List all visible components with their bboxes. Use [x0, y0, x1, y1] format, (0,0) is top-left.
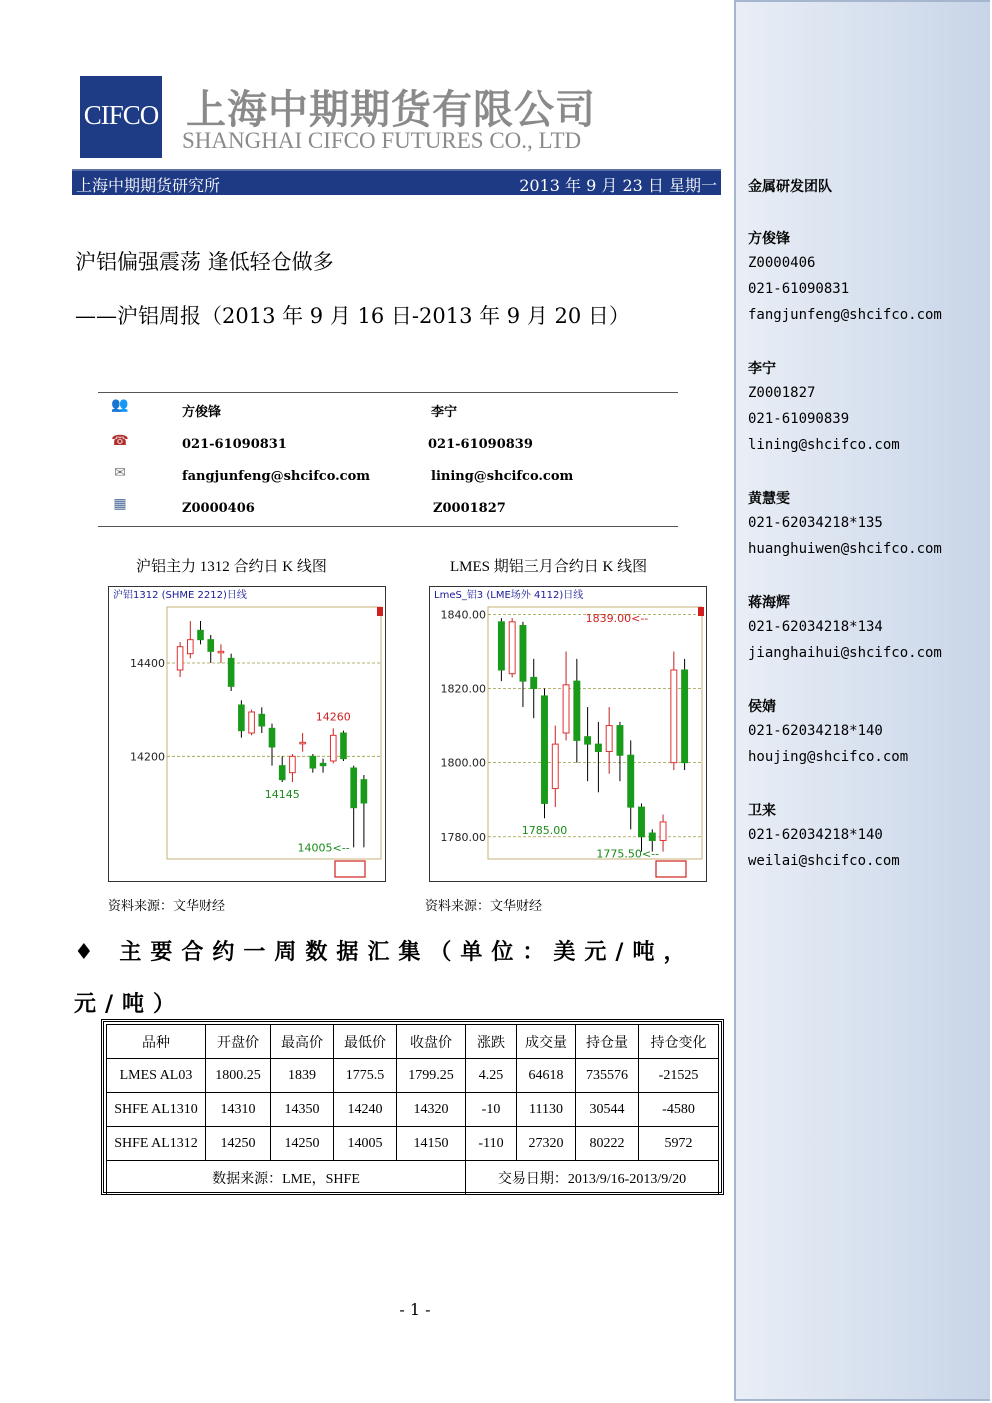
candle-body	[218, 651, 224, 653]
analyst-email[interactable]: fangjunfeng@shcifco.com	[182, 469, 371, 484]
table-cell: 64618	[517, 1059, 576, 1093]
member-phone: 021-62034218*135	[748, 515, 883, 531]
member-email[interactable]: houjing@shcifco.com	[748, 749, 909, 765]
y-tick-label: 14200	[130, 750, 165, 764]
member-id: Z0001827	[748, 385, 816, 401]
page-number: - 1 -	[399, 1300, 431, 1319]
table-cell: 735576	[576, 1059, 639, 1093]
chart-source: 资料来源：文华财经	[108, 899, 226, 914]
right-chart-caption: LMES 期铝三月合约日 K 线图	[450, 559, 648, 575]
candle-body	[585, 737, 591, 744]
analyst-contact-block	[98, 392, 678, 527]
table-cell: 1799.25	[397, 1059, 466, 1093]
chart-source: 资料来源：文华财经	[425, 899, 543, 914]
weekly-data-table	[101, 1019, 724, 1195]
candle-body	[279, 766, 285, 780]
chart-corner-marker	[698, 607, 704, 616]
company-logo	[80, 76, 162, 158]
table-cell: -21525	[639, 1059, 719, 1093]
candle-body	[330, 735, 336, 761]
shfe-kline-svg	[109, 587, 385, 881]
annotation-label: 14145	[264, 788, 300, 801]
member-phone: 021-62034218*134	[748, 619, 883, 635]
analyst-phone: 021-61090839	[428, 437, 533, 452]
table-cell: 14005	[334, 1127, 397, 1161]
analyst-id: Z0000406	[182, 501, 255, 516]
member-name: 李宁	[748, 361, 776, 377]
report-subtitle: ——沪铝周报（2013 年 9 月 16 日-2013 年 9 月 20 日）	[75, 304, 630, 328]
table-cell: 14320	[397, 1093, 466, 1127]
chart-title: 沪铝1312 (SHME 2212)日线	[113, 590, 247, 601]
chart-icon: ▦	[113, 496, 127, 512]
table-cell: -110	[466, 1127, 517, 1161]
table-cell: 14350	[271, 1093, 334, 1127]
candle-body	[595, 744, 601, 751]
member-name: 方俊锋	[748, 231, 790, 247]
company-name-cn: 上海中期期货有限公司	[186, 87, 596, 133]
scroll-arrow-icon	[656, 861, 686, 877]
logo-mark: CIFCO	[83, 100, 159, 130]
member-phone: 021-61090839	[748, 411, 850, 427]
y-tick-label: 1780.00	[440, 830, 486, 844]
analyst-name: 方俊锋	[182, 405, 222, 420]
analyst-id: Z0001827	[433, 501, 506, 516]
candle-body	[509, 622, 515, 674]
company-name-en: SHANGHAI CIFCO FUTURES CO., LTD	[182, 128, 582, 153]
diamond-bullet-icon: ♦	[74, 939, 103, 965]
member-name: 蒋海辉	[748, 595, 790, 611]
member-name: 卫来	[748, 803, 776, 819]
table-row	[107, 1059, 719, 1093]
table-row	[107, 1093, 719, 1127]
annotation-label: 14260	[315, 710, 351, 724]
chart-title: LmeS_铝3 (LME场外 4112)日线	[434, 590, 584, 601]
table-row	[107, 1127, 719, 1161]
table-cell: 14240	[334, 1093, 397, 1127]
candle-body	[310, 756, 316, 768]
email-icon: ✉	[114, 465, 126, 481]
lme-kline-chart	[429, 586, 707, 882]
candle-body	[259, 714, 265, 726]
candle-body	[660, 822, 666, 841]
table-date-range: 交易日期：2013/9/16-2013/9/20	[466, 1161, 719, 1195]
member-phone: 021-62034218*140	[748, 723, 883, 739]
member-name: 侯婧	[748, 699, 776, 715]
header-cell: 最高价	[271, 1025, 334, 1059]
report-title: 沪铝偏强震荡 逢低轻仓做多	[75, 250, 334, 274]
table-cell: 14250	[271, 1127, 334, 1161]
header-cell: 持仓变化	[639, 1025, 719, 1059]
analyst-phone: 021-61090831	[182, 437, 287, 452]
candle-body	[249, 712, 255, 733]
candle-body	[606, 726, 612, 752]
table-cell: SHFE AL1310	[107, 1093, 206, 1127]
lme-kline-svg	[430, 587, 706, 881]
header-cell: 成交量	[517, 1025, 576, 1059]
section-title: 主要合约一周数据汇集（单位：美元/吨，元/吨）	[74, 939, 695, 1017]
header-banner	[72, 169, 721, 195]
header-cell: 收盘价	[397, 1025, 466, 1059]
table-source: 数据来源：LME，SHFE	[107, 1161, 466, 1195]
candle-body	[628, 755, 634, 807]
candle-body	[300, 742, 306, 744]
analyst-name: 李宁	[431, 405, 458, 420]
member-id: Z0000406	[748, 255, 816, 271]
y-tick-label: 1820.00	[440, 682, 486, 696]
header-cell: 最低价	[334, 1025, 397, 1059]
person-icon: 👥	[111, 397, 129, 413]
annotation-label: 1839.00<--	[585, 612, 649, 626]
candle-body	[188, 640, 194, 654]
annotation-label: 1785.00	[521, 824, 568, 838]
candle-body	[671, 670, 677, 763]
report-date: 2013 年 9 月 23 日 星期一	[519, 176, 717, 195]
table-cell: 14310	[206, 1093, 271, 1127]
table-cell: 1775.5	[334, 1059, 397, 1093]
table-cell: 30544	[576, 1093, 639, 1127]
table-cell: 27320	[517, 1127, 576, 1161]
y-tick-label: 1800.00	[440, 756, 486, 770]
header-cell: 品种	[107, 1025, 206, 1059]
candle-body	[228, 658, 234, 686]
phone-icon: ☎	[111, 433, 129, 449]
table-cell: 1839	[271, 1059, 334, 1093]
candle-body	[552, 744, 558, 788]
y-tick-label: 1840.00	[440, 608, 486, 622]
candle-body	[531, 677, 537, 688]
candle-body	[574, 681, 580, 740]
table-cell: SHFE AL1312	[107, 1127, 206, 1161]
member-email[interactable]: lining@shcifco.com	[748, 437, 900, 453]
header-cell: 开盘价	[206, 1025, 271, 1059]
candle-body	[198, 630, 204, 639]
institute-name: 上海中期期货研究所	[76, 176, 221, 195]
scroll-arrow-icon	[335, 861, 365, 877]
table-cell: LMES AL03	[107, 1059, 206, 1093]
table-cell: 1800.25	[206, 1059, 271, 1093]
table-cell: 80222	[576, 1127, 639, 1161]
member-name: 黄慧雯	[748, 491, 790, 507]
candle-body	[341, 733, 347, 759]
team-title: 金属研发团队	[748, 179, 832, 195]
candle-body	[639, 807, 645, 837]
table-cell: -10	[466, 1093, 517, 1127]
candle-body	[498, 622, 504, 670]
table-cell: 11130	[517, 1093, 576, 1127]
member-email[interactable]: jianghaihui@shcifco.com	[748, 645, 942, 661]
annotation-label: 14005<--	[297, 841, 350, 855]
candle-body	[520, 626, 526, 682]
header-cell: 持仓量	[576, 1025, 639, 1059]
candle-body	[649, 833, 655, 840]
analyst-email[interactable]: lining@shcifco.com	[431, 469, 574, 484]
member-email[interactable]: fangjunfeng@shcifco.com	[748, 307, 942, 323]
section-heading	[74, 926, 714, 1030]
y-tick-label: 14400	[130, 657, 165, 670]
candle-body	[542, 696, 548, 803]
member-email[interactable]: huanghuiwen@shcifco.com	[748, 541, 942, 557]
left-chart-caption: 沪铝主力 1312 合约日 K 线图	[136, 559, 327, 575]
candle-body	[617, 726, 623, 756]
candle-body	[269, 728, 275, 747]
table-cell: 14250	[206, 1127, 271, 1161]
candle-body	[290, 756, 296, 772]
table-cell: 5972	[639, 1127, 719, 1161]
candle-body	[208, 640, 214, 652]
shfe-kline-chart	[108, 586, 386, 882]
candle-body	[320, 763, 326, 765]
annotation-label: 1775.50<--	[596, 847, 660, 861]
member-email[interactable]: weilai@shcifco.com	[748, 853, 900, 869]
table-header-row	[107, 1025, 719, 1059]
candle-body	[177, 647, 183, 670]
member-phone: 021-62034218*140	[748, 827, 883, 843]
candle-body	[682, 670, 688, 763]
chart-corner-marker	[377, 607, 383, 616]
candle-body	[351, 768, 357, 808]
table-cell: -4580	[639, 1093, 719, 1127]
header-cell: 涨跌	[466, 1025, 517, 1059]
candle-body	[239, 705, 245, 731]
candle-body	[361, 780, 367, 803]
member-phone: 021-61090831	[748, 281, 850, 297]
candle-body	[563, 685, 569, 733]
table-footer-row	[107, 1161, 719, 1195]
table-cell: 4.25	[466, 1059, 517, 1093]
table-cell: 14150	[397, 1127, 466, 1161]
